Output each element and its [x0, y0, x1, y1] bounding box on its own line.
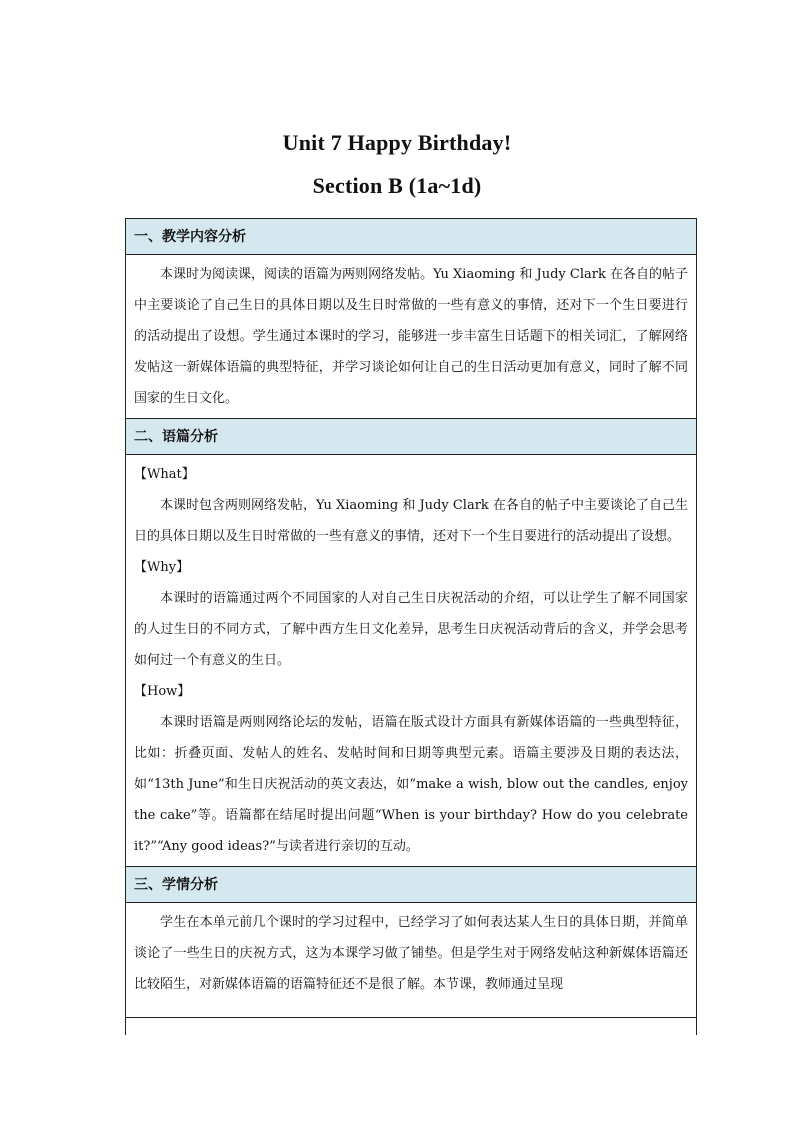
- student-analysis-paragraph: 学生在本单元前几个课时的学习过程中，已经学习了如何表达某人生日的具体日期，并简单谈论了一些生日的庆祝方式，这为本课学习做了铺垫。但是学生对于网络发帖这种新媒体语篇还比较陌生，对新媒体语篇的语篇特征还不是很了解。本节课，教师通过呈现: [134, 915, 688, 992]
- why-tag: 【Why】: [134, 560, 190, 575]
- section-heading-content-analysis: 一、教学内容分析: [126, 219, 696, 255]
- lesson-plan-table: [125, 218, 697, 1035]
- section-body-student-analysis: [126, 903, 696, 1035]
- document-subtitle: Section B (1a~1d): [312, 173, 482, 198]
- how-paragraph: 本课时语篇是两则网络论坛的发帖，语篇在版式设计方面具有新媒体语篇的一些典型特征，比如：折叠页面、发帖人的姓名、发帖时间和日期等典型元素。语篇主要涉及日期的表达法，如“13th June”和生日庆祝活动的英文表达，如“make a wish, blow out the candles, enjoy the cake”等。语篇都在结尾时提出问题“When is your birthday? How do you celebrate it?”“Any good ideas?”与读者进行亲切的互动。: [134, 715, 688, 854]
- section-heading-text-analysis: 二、语篇分析: [126, 419, 696, 455]
- why-paragraph: 本课时的语篇通过两个不同国家的人对自己生日庆祝活动的介绍，可以让学生了解不同国家的人过生日的不同方式，了解中西方生日文化差异，思考生日庆祝活动背后的含义，并学会思考如何过一个有意义的生日。: [134, 591, 688, 668]
- table-bottom-border: [125, 1017, 697, 1018]
- what-tag: 【What】: [134, 467, 195, 482]
- what-paragraph: 本课时包含两则网络发帖，Yu Xiaoming 和 Judy Clark 在各自的帖子中主要谈论了自己生日的具体日期以及生日时常做的一些有意义的事情，还对下一个生日要进行的活动提出了设想。: [134, 498, 688, 544]
- content-analysis-paragraph: 本课时为阅读课，阅读的语篇为两则网络发帖。Yu Xiaoming 和 Judy Clark 在各自的帖子中主要谈论了自己生日的具体日期以及生日时常做的一些有意义的事情，还对下一个生日要进行的活动提出了设想。学生通过本课时的学习，能够进一步丰富生日话题下的相关词汇，了解网络发帖这一新媒体语篇的典型特征，并学习谈论如何让自己的生日活动更加有意义，同时了解不同国家的生日文化。: [134, 267, 688, 406]
- section-heading-student-analysis: 三、学情分析: [126, 867, 696, 903]
- section-body-text-analysis: [126, 455, 696, 867]
- section-body-content-analysis: [126, 255, 696, 419]
- document-title: Unit 7 Happy Birthday!: [282, 130, 512, 155]
- how-tag: 【How】: [134, 684, 191, 699]
